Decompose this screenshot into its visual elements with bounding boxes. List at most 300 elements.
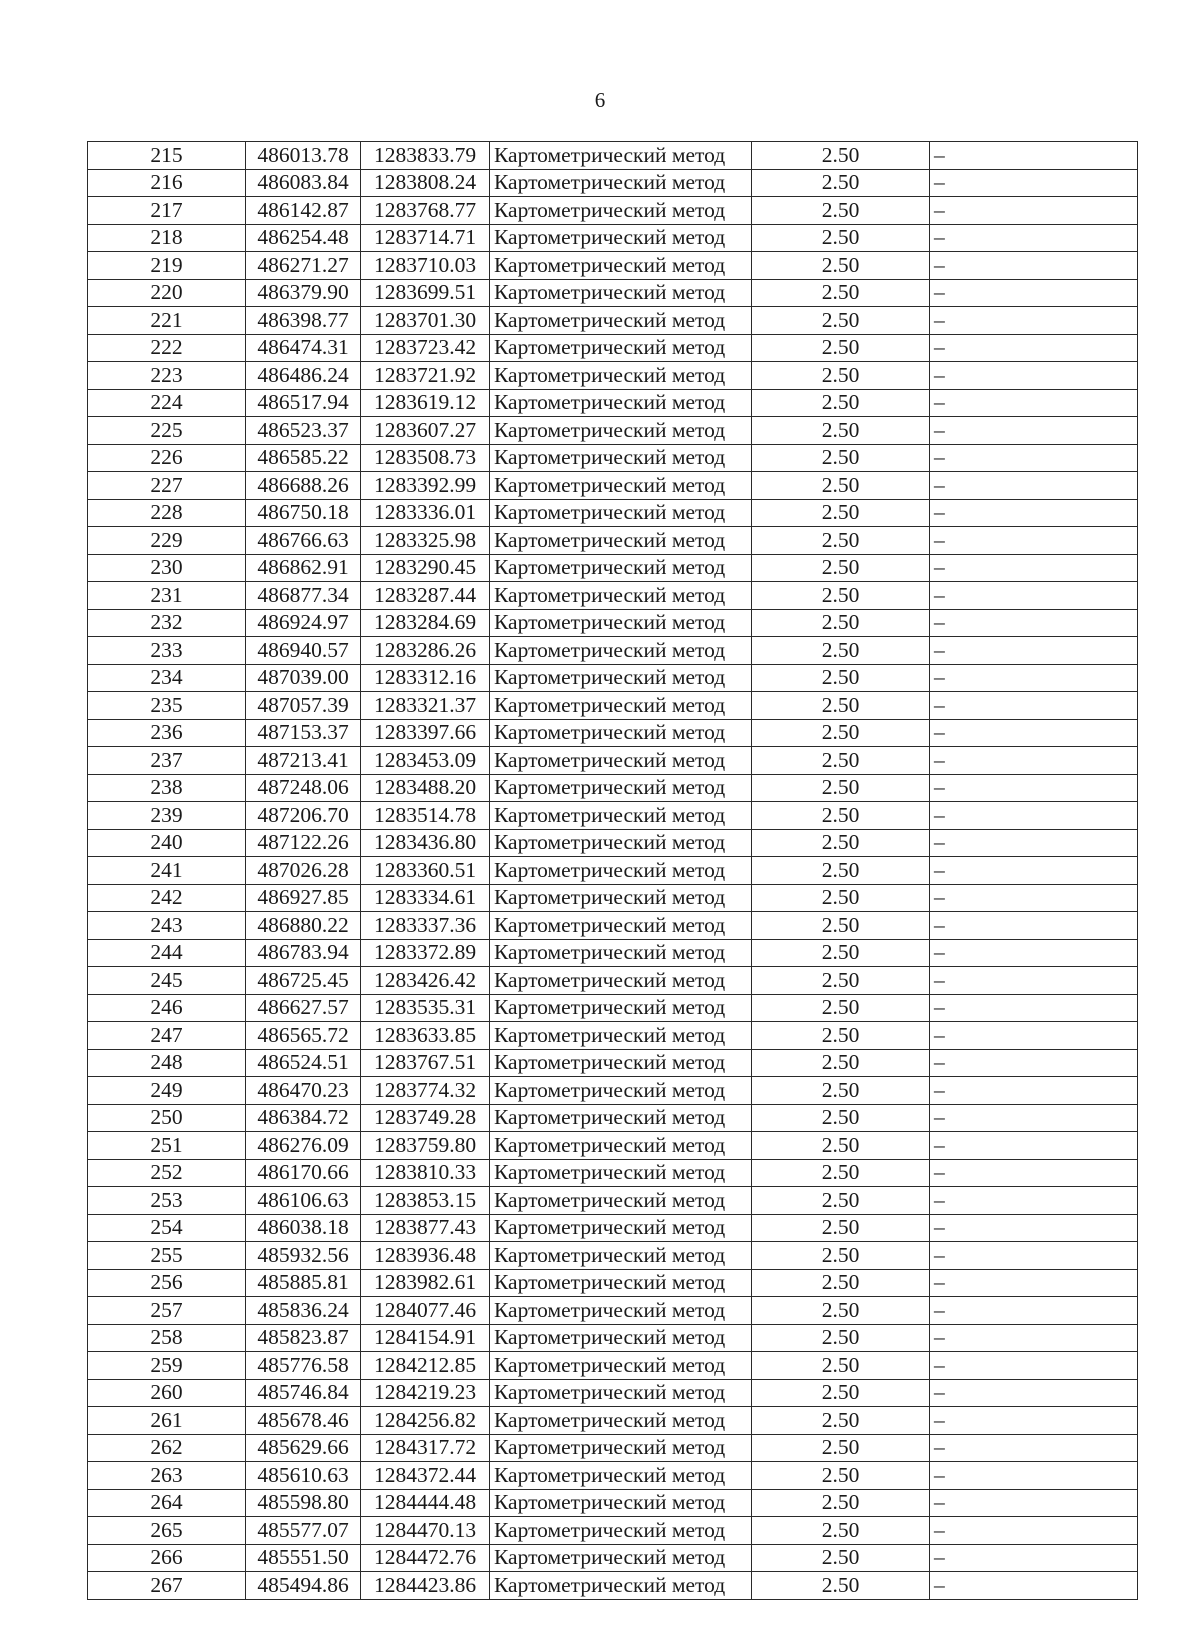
cell-accuracy: 2.50 bbox=[752, 1022, 930, 1050]
cell-x-coordinate: 486384.72 bbox=[246, 1104, 361, 1132]
cell-accuracy: 2.50 bbox=[752, 1324, 930, 1352]
cell-point-number: 267 bbox=[88, 1572, 246, 1600]
cell-x-coordinate: 487122.26 bbox=[246, 829, 361, 857]
cell-note: – bbox=[930, 252, 1138, 280]
cell-y-coordinate: 1284472.76 bbox=[361, 1544, 490, 1572]
cell-point-number: 237 bbox=[88, 747, 246, 775]
table-row bbox=[88, 1544, 1138, 1572]
cell-y-coordinate: 1283312.16 bbox=[361, 664, 490, 692]
cell-accuracy: 2.50 bbox=[752, 719, 930, 747]
cell-y-coordinate: 1283699.51 bbox=[361, 279, 490, 307]
table-row bbox=[88, 1269, 1138, 1297]
cell-x-coordinate: 486379.90 bbox=[246, 279, 361, 307]
cell-point-number: 247 bbox=[88, 1022, 246, 1050]
cell-x-coordinate: 485577.07 bbox=[246, 1517, 361, 1545]
cell-method: Картометрический метод bbox=[490, 1159, 752, 1187]
cell-y-coordinate: 1284470.13 bbox=[361, 1517, 490, 1545]
cell-x-coordinate: 486750.18 bbox=[246, 499, 361, 527]
cell-y-coordinate: 1283710.03 bbox=[361, 252, 490, 280]
cell-accuracy: 2.50 bbox=[752, 1077, 930, 1105]
cell-x-coordinate: 486924.97 bbox=[246, 609, 361, 637]
table-row bbox=[88, 582, 1138, 610]
cell-accuracy: 2.50 bbox=[752, 224, 930, 252]
cell-method: Картометрический метод bbox=[490, 692, 752, 720]
cell-point-number: 225 bbox=[88, 417, 246, 445]
cell-point-number: 246 bbox=[88, 994, 246, 1022]
cell-method: Картометрический метод bbox=[490, 1049, 752, 1077]
table-row bbox=[88, 692, 1138, 720]
cell-method: Картометрический метод bbox=[490, 252, 752, 280]
cell-method: Картометрический метод bbox=[490, 1434, 752, 1462]
cell-x-coordinate: 487213.41 bbox=[246, 747, 361, 775]
cell-method: Картометрический метод bbox=[490, 417, 752, 445]
cell-point-number: 245 bbox=[88, 967, 246, 995]
cell-accuracy: 2.50 bbox=[752, 857, 930, 885]
table-row bbox=[88, 1434, 1138, 1462]
cell-point-number: 234 bbox=[88, 664, 246, 692]
cell-point-number: 251 bbox=[88, 1132, 246, 1160]
cell-point-number: 232 bbox=[88, 609, 246, 637]
cell-accuracy: 2.50 bbox=[752, 169, 930, 197]
cell-point-number: 239 bbox=[88, 802, 246, 830]
table-row bbox=[88, 142, 1138, 170]
cell-x-coordinate: 485629.66 bbox=[246, 1434, 361, 1462]
table-row bbox=[88, 1489, 1138, 1517]
cell-accuracy: 2.50 bbox=[752, 197, 930, 225]
cell-method: Картометрический метод bbox=[490, 939, 752, 967]
table-row bbox=[88, 637, 1138, 665]
cell-y-coordinate: 1283286.26 bbox=[361, 637, 490, 665]
cell-note: – bbox=[930, 472, 1138, 500]
cell-y-coordinate: 1283721.92 bbox=[361, 362, 490, 390]
cell-point-number: 220 bbox=[88, 279, 246, 307]
cell-method: Картометрический метод bbox=[490, 1407, 752, 1435]
cell-accuracy: 2.50 bbox=[752, 829, 930, 857]
table-row bbox=[88, 389, 1138, 417]
cell-accuracy: 2.50 bbox=[752, 774, 930, 802]
cell-y-coordinate: 1283436.80 bbox=[361, 829, 490, 857]
cell-point-number: 260 bbox=[88, 1379, 246, 1407]
cell-method: Картометрический метод bbox=[490, 472, 752, 500]
cell-method: Картометрический метод bbox=[490, 1572, 752, 1600]
cell-note: – bbox=[930, 609, 1138, 637]
cell-method: Картометрический метод bbox=[490, 857, 752, 885]
cell-method: Картометрический метод bbox=[490, 719, 752, 747]
cell-method: Картометрический метод bbox=[490, 1214, 752, 1242]
table-row bbox=[88, 939, 1138, 967]
cell-note: – bbox=[930, 1297, 1138, 1325]
cell-point-number: 228 bbox=[88, 499, 246, 527]
cell-accuracy: 2.50 bbox=[752, 1572, 930, 1600]
cell-accuracy: 2.50 bbox=[752, 994, 930, 1022]
cell-note: – bbox=[930, 334, 1138, 362]
cell-note: – bbox=[930, 1379, 1138, 1407]
cell-point-number: 233 bbox=[88, 637, 246, 665]
cell-note: – bbox=[930, 774, 1138, 802]
cell-accuracy: 2.50 bbox=[752, 1462, 930, 1490]
cell-accuracy: 2.50 bbox=[752, 1517, 930, 1545]
cell-y-coordinate: 1283535.31 bbox=[361, 994, 490, 1022]
table-row bbox=[88, 967, 1138, 995]
cell-x-coordinate: 485776.58 bbox=[246, 1352, 361, 1380]
cell-note: – bbox=[930, 1187, 1138, 1215]
cell-y-coordinate: 1284317.72 bbox=[361, 1434, 490, 1462]
cell-x-coordinate: 486106.63 bbox=[246, 1187, 361, 1215]
table-row bbox=[88, 802, 1138, 830]
cell-method: Картометрический метод bbox=[490, 912, 752, 940]
table-row bbox=[88, 1324, 1138, 1352]
cell-note: – bbox=[930, 1407, 1138, 1435]
cell-point-number: 226 bbox=[88, 444, 246, 472]
table-row bbox=[88, 1572, 1138, 1600]
cell-y-coordinate: 1284219.23 bbox=[361, 1379, 490, 1407]
cell-point-number: 255 bbox=[88, 1242, 246, 1270]
cell-method: Картометрический метод bbox=[490, 334, 752, 362]
cell-method: Картометрический метод bbox=[490, 554, 752, 582]
table-row bbox=[88, 1077, 1138, 1105]
cell-note: – bbox=[930, 307, 1138, 335]
coordinates-table-body bbox=[88, 142, 1138, 1600]
table-row bbox=[88, 224, 1138, 252]
cell-method: Картометрический метод bbox=[490, 1379, 752, 1407]
cell-method: Картометрический метод bbox=[490, 1269, 752, 1297]
cell-y-coordinate: 1284444.48 bbox=[361, 1489, 490, 1517]
cell-y-coordinate: 1283392.99 bbox=[361, 472, 490, 500]
table-row bbox=[88, 1187, 1138, 1215]
cell-x-coordinate: 486862.91 bbox=[246, 554, 361, 582]
cell-y-coordinate: 1284372.44 bbox=[361, 1462, 490, 1490]
cell-point-number: 257 bbox=[88, 1297, 246, 1325]
cell-y-coordinate: 1283426.42 bbox=[361, 967, 490, 995]
cell-x-coordinate: 487206.70 bbox=[246, 802, 361, 830]
cell-method: Картометрический метод bbox=[490, 1462, 752, 1490]
table-row bbox=[88, 417, 1138, 445]
cell-accuracy: 2.50 bbox=[752, 1352, 930, 1380]
cell-point-number: 242 bbox=[88, 884, 246, 912]
cell-accuracy: 2.50 bbox=[752, 1407, 930, 1435]
cell-accuracy: 2.50 bbox=[752, 664, 930, 692]
cell-point-number: 244 bbox=[88, 939, 246, 967]
cell-x-coordinate: 485678.46 bbox=[246, 1407, 361, 1435]
cell-x-coordinate: 486271.27 bbox=[246, 252, 361, 280]
cell-note: – bbox=[930, 1434, 1138, 1462]
cell-note: – bbox=[930, 582, 1138, 610]
cell-y-coordinate: 1283321.37 bbox=[361, 692, 490, 720]
cell-x-coordinate: 485598.80 bbox=[246, 1489, 361, 1517]
cell-point-number: 235 bbox=[88, 692, 246, 720]
table-row bbox=[88, 499, 1138, 527]
cell-accuracy: 2.50 bbox=[752, 307, 930, 335]
cell-x-coordinate: 486142.87 bbox=[246, 197, 361, 225]
cell-note: – bbox=[930, 279, 1138, 307]
cell-note: – bbox=[930, 912, 1138, 940]
cell-point-number: 221 bbox=[88, 307, 246, 335]
cell-note: – bbox=[930, 1159, 1138, 1187]
cell-method: Картометрический метод bbox=[490, 169, 752, 197]
cell-note: – bbox=[930, 1077, 1138, 1105]
cell-method: Картометрический метод bbox=[490, 1297, 752, 1325]
cell-point-number: 216 bbox=[88, 169, 246, 197]
table-row bbox=[88, 527, 1138, 555]
cell-point-number: 263 bbox=[88, 1462, 246, 1490]
cell-point-number: 259 bbox=[88, 1352, 246, 1380]
cell-accuracy: 2.50 bbox=[752, 362, 930, 390]
cell-x-coordinate: 486276.09 bbox=[246, 1132, 361, 1160]
cell-y-coordinate: 1284256.82 bbox=[361, 1407, 490, 1435]
table-row bbox=[88, 1462, 1138, 1490]
cell-x-coordinate: 486083.84 bbox=[246, 169, 361, 197]
cell-note: – bbox=[930, 664, 1138, 692]
cell-y-coordinate: 1284077.46 bbox=[361, 1297, 490, 1325]
cell-note: – bbox=[930, 224, 1138, 252]
cell-x-coordinate: 485494.86 bbox=[246, 1572, 361, 1600]
cell-point-number: 264 bbox=[88, 1489, 246, 1517]
cell-method: Картометрический метод bbox=[490, 637, 752, 665]
table-row bbox=[88, 994, 1138, 1022]
cell-method: Картометрический метод bbox=[490, 197, 752, 225]
table-row bbox=[88, 1517, 1138, 1545]
cell-accuracy: 2.50 bbox=[752, 472, 930, 500]
cell-note: – bbox=[930, 1517, 1138, 1545]
table-row bbox=[88, 362, 1138, 390]
cell-method: Картометрический метод bbox=[490, 829, 752, 857]
cell-accuracy: 2.50 bbox=[752, 527, 930, 555]
cell-accuracy: 2.50 bbox=[752, 279, 930, 307]
cell-method: Картометрический метод bbox=[490, 1324, 752, 1352]
table-row bbox=[88, 334, 1138, 362]
table-row bbox=[88, 444, 1138, 472]
cell-note: – bbox=[930, 857, 1138, 885]
cell-y-coordinate: 1283982.61 bbox=[361, 1269, 490, 1297]
cell-x-coordinate: 486585.22 bbox=[246, 444, 361, 472]
cell-accuracy: 2.50 bbox=[752, 1132, 930, 1160]
page-number: 6 bbox=[594, 88, 606, 112]
cell-point-number: 236 bbox=[88, 719, 246, 747]
cell-point-number: 240 bbox=[88, 829, 246, 857]
cell-note: – bbox=[930, 1572, 1138, 1600]
table-row bbox=[88, 279, 1138, 307]
cell-point-number: 254 bbox=[88, 1214, 246, 1242]
cell-accuracy: 2.50 bbox=[752, 1104, 930, 1132]
coordinates-table bbox=[87, 141, 1138, 1600]
cell-accuracy: 2.50 bbox=[752, 1242, 930, 1270]
cell-method: Картометрический метод bbox=[490, 802, 752, 830]
cell-method: Картометрический метод bbox=[490, 499, 752, 527]
cell-accuracy: 2.50 bbox=[752, 1214, 930, 1242]
cell-accuracy: 2.50 bbox=[752, 334, 930, 362]
cell-note: – bbox=[930, 444, 1138, 472]
cell-accuracy: 2.50 bbox=[752, 1297, 930, 1325]
cell-accuracy: 2.50 bbox=[752, 884, 930, 912]
cell-note: – bbox=[930, 1544, 1138, 1572]
cell-x-coordinate: 486783.94 bbox=[246, 939, 361, 967]
cell-note: – bbox=[930, 527, 1138, 555]
cell-x-coordinate: 486725.45 bbox=[246, 967, 361, 995]
cell-accuracy: 2.50 bbox=[752, 142, 930, 170]
cell-accuracy: 2.50 bbox=[752, 912, 930, 940]
cell-x-coordinate: 485932.56 bbox=[246, 1242, 361, 1270]
table-row bbox=[88, 252, 1138, 280]
cell-point-number: 218 bbox=[88, 224, 246, 252]
cell-note: – bbox=[930, 802, 1138, 830]
cell-x-coordinate: 486627.57 bbox=[246, 994, 361, 1022]
cell-note: – bbox=[930, 1489, 1138, 1517]
cell-y-coordinate: 1284423.86 bbox=[361, 1572, 490, 1600]
cell-method: Картометрический метод bbox=[490, 527, 752, 555]
cell-method: Картометрический метод bbox=[490, 1544, 752, 1572]
cell-x-coordinate: 487248.06 bbox=[246, 774, 361, 802]
cell-x-coordinate: 486038.18 bbox=[246, 1214, 361, 1242]
table-row bbox=[88, 1214, 1138, 1242]
cell-accuracy: 2.50 bbox=[752, 1049, 930, 1077]
cell-note: – bbox=[930, 637, 1138, 665]
table-row bbox=[88, 774, 1138, 802]
cell-y-coordinate: 1283514.78 bbox=[361, 802, 490, 830]
cell-point-number: 222 bbox=[88, 334, 246, 362]
cell-x-coordinate: 486877.34 bbox=[246, 582, 361, 610]
cell-x-coordinate: 487039.00 bbox=[246, 664, 361, 692]
cell-point-number: 219 bbox=[88, 252, 246, 280]
cell-accuracy: 2.50 bbox=[752, 967, 930, 995]
cell-method: Картометрический метод bbox=[490, 1242, 752, 1270]
table-row bbox=[88, 1407, 1138, 1435]
cell-y-coordinate: 1283607.27 bbox=[361, 417, 490, 445]
cell-accuracy: 2.50 bbox=[752, 609, 930, 637]
cell-accuracy: 2.50 bbox=[752, 417, 930, 445]
cell-y-coordinate: 1283337.36 bbox=[361, 912, 490, 940]
cell-note: – bbox=[930, 1324, 1138, 1352]
cell-method: Картометрический метод bbox=[490, 307, 752, 335]
table-row bbox=[88, 1049, 1138, 1077]
cell-note: – bbox=[930, 1022, 1138, 1050]
cell-y-coordinate: 1283619.12 bbox=[361, 389, 490, 417]
cell-accuracy: 2.50 bbox=[752, 554, 930, 582]
table-row bbox=[88, 472, 1138, 500]
cell-point-number: 223 bbox=[88, 362, 246, 390]
table-row bbox=[88, 169, 1138, 197]
cell-y-coordinate: 1283508.73 bbox=[361, 444, 490, 472]
cell-note: – bbox=[930, 554, 1138, 582]
cell-y-coordinate: 1283488.20 bbox=[361, 774, 490, 802]
cell-note: – bbox=[930, 1352, 1138, 1380]
cell-method: Картометрический метод bbox=[490, 1489, 752, 1517]
cell-point-number: 252 bbox=[88, 1159, 246, 1187]
cell-point-number: 231 bbox=[88, 582, 246, 610]
cell-x-coordinate: 485823.87 bbox=[246, 1324, 361, 1352]
cell-x-coordinate: 486565.72 bbox=[246, 1022, 361, 1050]
cell-note: – bbox=[930, 692, 1138, 720]
cell-x-coordinate: 486470.23 bbox=[246, 1077, 361, 1105]
cell-accuracy: 2.50 bbox=[752, 252, 930, 280]
cell-accuracy: 2.50 bbox=[752, 444, 930, 472]
table-row bbox=[88, 307, 1138, 335]
cell-method: Картометрический метод bbox=[490, 389, 752, 417]
table-row bbox=[88, 664, 1138, 692]
cell-accuracy: 2.50 bbox=[752, 389, 930, 417]
cell-note: – bbox=[930, 1132, 1138, 1160]
table-row bbox=[88, 1352, 1138, 1380]
cell-point-number: 262 bbox=[88, 1434, 246, 1462]
cell-method: Картометрический метод bbox=[490, 774, 752, 802]
cell-accuracy: 2.50 bbox=[752, 1379, 930, 1407]
cell-y-coordinate: 1283833.79 bbox=[361, 142, 490, 170]
cell-y-coordinate: 1283701.30 bbox=[361, 307, 490, 335]
table-row bbox=[88, 829, 1138, 857]
cell-accuracy: 2.50 bbox=[752, 582, 930, 610]
cell-y-coordinate: 1283287.44 bbox=[361, 582, 490, 610]
cell-y-coordinate: 1283453.09 bbox=[361, 747, 490, 775]
cell-accuracy: 2.50 bbox=[752, 1434, 930, 1462]
cell-accuracy: 2.50 bbox=[752, 939, 930, 967]
cell-y-coordinate: 1283749.28 bbox=[361, 1104, 490, 1132]
cell-point-number: 224 bbox=[88, 389, 246, 417]
cell-note: – bbox=[930, 499, 1138, 527]
table-row bbox=[88, 1242, 1138, 1270]
cell-point-number: 261 bbox=[88, 1407, 246, 1435]
cell-note: – bbox=[930, 1242, 1138, 1270]
cell-method: Картометрический метод bbox=[490, 1132, 752, 1160]
cell-y-coordinate: 1283334.61 bbox=[361, 884, 490, 912]
cell-accuracy: 2.50 bbox=[752, 802, 930, 830]
table-row bbox=[88, 1022, 1138, 1050]
cell-accuracy: 2.50 bbox=[752, 1489, 930, 1517]
cell-x-coordinate: 486398.77 bbox=[246, 307, 361, 335]
cell-point-number: 217 bbox=[88, 197, 246, 225]
cell-y-coordinate: 1283774.32 bbox=[361, 1077, 490, 1105]
table-row bbox=[88, 719, 1138, 747]
cell-x-coordinate: 486170.66 bbox=[246, 1159, 361, 1187]
cell-y-coordinate: 1283767.51 bbox=[361, 1049, 490, 1077]
table-row bbox=[88, 1379, 1138, 1407]
table-row bbox=[88, 912, 1138, 940]
cell-y-coordinate: 1283723.42 bbox=[361, 334, 490, 362]
cell-accuracy: 2.50 bbox=[752, 747, 930, 775]
cell-y-coordinate: 1283336.01 bbox=[361, 499, 490, 527]
cell-x-coordinate: 486517.94 bbox=[246, 389, 361, 417]
cell-y-coordinate: 1283290.45 bbox=[361, 554, 490, 582]
cell-method: Картометрический метод bbox=[490, 609, 752, 637]
cell-note: – bbox=[930, 1104, 1138, 1132]
cell-method: Картометрический метод bbox=[490, 279, 752, 307]
cell-note: – bbox=[930, 389, 1138, 417]
cell-x-coordinate: 486524.51 bbox=[246, 1049, 361, 1077]
cell-x-coordinate: 486254.48 bbox=[246, 224, 361, 252]
cell-point-number: 243 bbox=[88, 912, 246, 940]
cell-point-number: 256 bbox=[88, 1269, 246, 1297]
cell-x-coordinate: 486766.63 bbox=[246, 527, 361, 555]
cell-point-number: 230 bbox=[88, 554, 246, 582]
cell-y-coordinate: 1283936.48 bbox=[361, 1242, 490, 1270]
cell-point-number: 215 bbox=[88, 142, 246, 170]
cell-note: – bbox=[930, 1214, 1138, 1242]
cell-point-number: 248 bbox=[88, 1049, 246, 1077]
cell-x-coordinate: 486486.24 bbox=[246, 362, 361, 390]
cell-point-number: 253 bbox=[88, 1187, 246, 1215]
cell-method: Картометрический метод bbox=[490, 1352, 752, 1380]
cell-point-number: 249 bbox=[88, 1077, 246, 1105]
cell-note: – bbox=[930, 197, 1138, 225]
cell-y-coordinate: 1283325.98 bbox=[361, 527, 490, 555]
cell-method: Картометрический метод bbox=[490, 747, 752, 775]
cell-point-number: 238 bbox=[88, 774, 246, 802]
cell-y-coordinate: 1283810.33 bbox=[361, 1159, 490, 1187]
cell-method: Картометрический метод bbox=[490, 1187, 752, 1215]
cell-y-coordinate: 1283360.51 bbox=[361, 857, 490, 885]
cell-accuracy: 2.50 bbox=[752, 1269, 930, 1297]
cell-method: Картометрический метод bbox=[490, 444, 752, 472]
cell-y-coordinate: 1283853.15 bbox=[361, 1187, 490, 1215]
table-row bbox=[88, 1104, 1138, 1132]
